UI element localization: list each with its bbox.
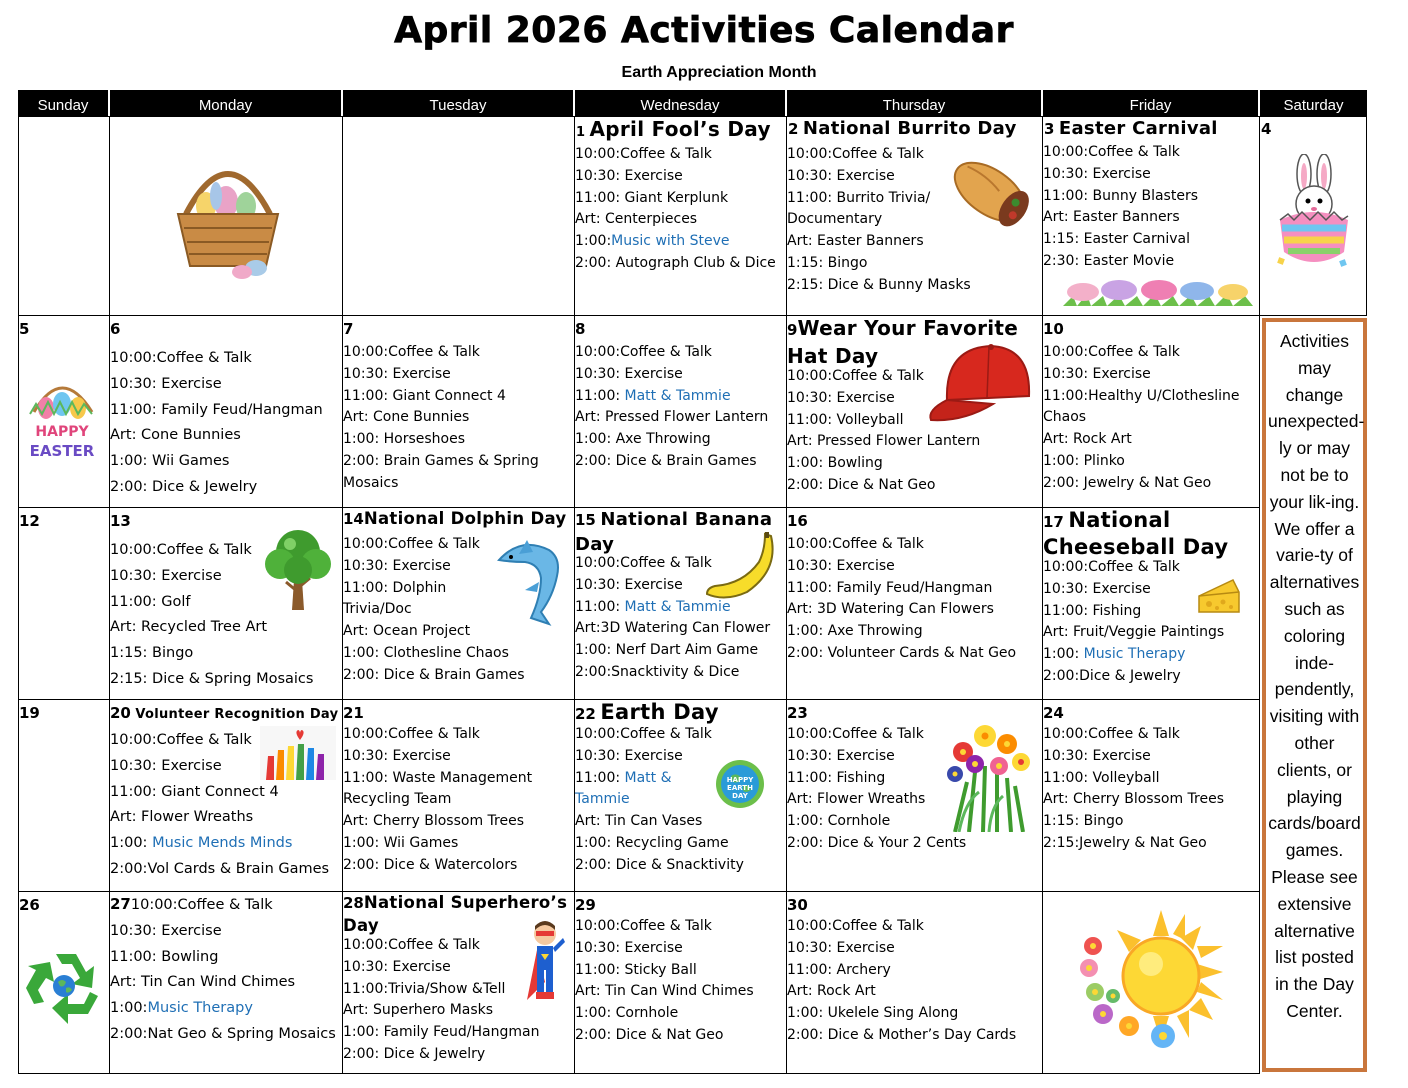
activity-time: 11:00: bbox=[575, 387, 625, 404]
activity-line bbox=[1043, 644, 1259, 666]
day-cell-apr4 bbox=[1260, 116, 1367, 316]
activity-line: 10:30: Exercise bbox=[343, 365, 451, 382]
burrito-icon bbox=[947, 152, 1033, 232]
day-number: 20 bbox=[110, 704, 131, 722]
activity-line: 10:30: Exercise bbox=[110, 567, 222, 584]
day-number: 14 bbox=[343, 510, 364, 528]
activity-line: 1:00: Wii Games bbox=[110, 453, 230, 470]
day-number: 3 bbox=[1044, 120, 1055, 138]
day-cell-apr12 bbox=[18, 508, 110, 700]
activity-line: 2:00: Dice & Brain Games bbox=[575, 452, 757, 469]
activity-text: 10:00:Coffee & Talk bbox=[130, 897, 273, 913]
activity-line: Art: Tin Can Wind Chimes bbox=[575, 983, 754, 1000]
activity-line: Art: Ocean Project bbox=[343, 623, 471, 640]
saturday-notice: Activities may change unexpected-ly or may not be to your lik-ing. We offer a varie-ty of alternatives such as coloring inde-pendently, visiting with other clients, or playing cards/board games. Please see extensive alternative list posted in the Day Center. bbox=[1262, 318, 1367, 1072]
svg-text:EASTER: EASTER bbox=[29, 442, 95, 460]
activity-line: 1:00: Cornhole bbox=[787, 813, 891, 830]
activity-line: Chaos bbox=[1043, 409, 1087, 426]
activity-line: Art: Rock Art bbox=[787, 983, 876, 1000]
activity-line: Art: Flower Wreaths bbox=[787, 791, 926, 808]
activity-line: 2:30: Easter Movie bbox=[1043, 252, 1175, 269]
header-monday: Monday bbox=[110, 90, 341, 116]
day-cell-apr17 bbox=[1043, 508, 1260, 700]
day-number: 2 bbox=[788, 120, 799, 138]
activity-line: 10:00:Coffee & Talk bbox=[343, 344, 480, 360]
activity-line: 10:30: Exercise bbox=[110, 757, 222, 774]
day-number: 24 bbox=[1043, 704, 1064, 722]
activity-line: 10:00:Coffee & Talk bbox=[787, 726, 924, 742]
activity-line: 2:00: Brain Games & Spring bbox=[343, 452, 539, 469]
activity-line: 11:00: Fishing bbox=[787, 769, 886, 786]
day-number: 29 bbox=[575, 896, 596, 914]
activity-line: 10:30: Exercise bbox=[787, 557, 895, 574]
activity-link[interactable]: Music with Steve bbox=[611, 233, 730, 250]
activity-line: 10:00:Coffee & Talk bbox=[787, 146, 924, 162]
activity-line: Art: Cherry Blossom Trees bbox=[1043, 791, 1225, 808]
day-cell-apr19 bbox=[18, 700, 110, 892]
day-cell-apr13 bbox=[110, 508, 343, 700]
activity-line: 1:00: Horseshoes bbox=[343, 431, 466, 448]
activity-line: 11:00: Giant Connect 4 bbox=[343, 387, 506, 404]
cell-empty-tuesday-week1 bbox=[343, 116, 575, 316]
event-title-line2: Hat Day bbox=[787, 344, 879, 368]
activity-line: 2:00: Dice & Nat Geo bbox=[575, 1026, 724, 1043]
day-cell-apr9 bbox=[787, 316, 1043, 508]
activity-line: 1:00: Wii Games bbox=[343, 834, 459, 851]
activity-time: 11:00: bbox=[575, 598, 625, 615]
event-title: National Banana bbox=[600, 509, 773, 530]
day-cell-apr1 bbox=[575, 116, 787, 316]
activity-line: 10:00:Coffee & Talk bbox=[343, 726, 480, 742]
event-title: Volunteer Recognition Day bbox=[135, 707, 339, 722]
day-number: 15 bbox=[575, 511, 596, 529]
day-cell-apr23 bbox=[787, 700, 1043, 892]
day-cell-apr14 bbox=[343, 508, 575, 700]
activity-line: Art: Rock Art bbox=[1043, 431, 1132, 448]
day-cell-apr27 bbox=[110, 892, 343, 1074]
activity-line: Art: Pressed Flower Lantern bbox=[787, 433, 981, 450]
activity-line: Art: 3D Watering Can Flowers bbox=[787, 601, 994, 618]
activity-line: 10:00:Coffee & Talk bbox=[575, 918, 712, 934]
activity-line: 11:00: Waste Management bbox=[343, 769, 533, 786]
activity-line: 2:00:Snacktivity & Dice bbox=[575, 663, 740, 680]
activity-line: 10:00:Coffee & Talk bbox=[1043, 344, 1180, 360]
activity-line: 10:30: Exercise bbox=[343, 958, 451, 975]
header-tuesday: Tuesday bbox=[343, 90, 573, 116]
activity-line bbox=[110, 996, 342, 1022]
activity-line: 11:00: Dolphin bbox=[343, 579, 447, 596]
day-number: 5 bbox=[19, 320, 30, 338]
activity-line: 11:00: Giant Connect 4 bbox=[110, 783, 279, 800]
page-subtitle: Earth Appreciation Month bbox=[621, 64, 817, 81]
event-title-line2: Day bbox=[343, 916, 379, 935]
activity-link[interactable]: Music Therapy bbox=[1083, 646, 1186, 663]
activity-line: 10:30: Exercise bbox=[787, 167, 895, 184]
activity-line: Art: Centerpieces bbox=[575, 211, 698, 228]
day-number: 13 bbox=[110, 512, 131, 530]
day-cell-apr29 bbox=[575, 892, 787, 1074]
activity-line: 10:00:Coffee & Talk bbox=[1043, 726, 1180, 742]
activity-line: 2:00: Dice & Nat Geo bbox=[787, 476, 936, 493]
flowers-icon bbox=[945, 722, 1033, 832]
activity-line: 1:15: Easter Carnival bbox=[1043, 231, 1191, 248]
activity-line: 2:00:Dice & Jewelry bbox=[1043, 667, 1181, 684]
activity-line: 10:00:Coffee & Talk bbox=[1043, 144, 1180, 160]
activity-line: Art: Cone Bunnies bbox=[343, 409, 470, 426]
activity-line: 10:00:Coffee & Talk bbox=[575, 146, 712, 162]
activity-line: 1:15: Bingo bbox=[110, 645, 194, 662]
happy-easter-icon bbox=[22, 368, 102, 466]
baseball-cap-icon bbox=[923, 338, 1039, 428]
activity-line: 10:00:Coffee & Talk bbox=[343, 937, 480, 953]
activity-line: 10:00:Coffee & Talk bbox=[343, 536, 480, 552]
svg-text:DAY: DAY bbox=[732, 792, 748, 800]
day-number: 17 bbox=[1043, 513, 1064, 531]
day-cell-apr10 bbox=[1043, 316, 1260, 508]
activity-line: 1:00: Nerf Dart Aim Game bbox=[575, 642, 759, 659]
activity-line: 10:00:Coffee & Talk bbox=[787, 918, 924, 934]
activity-line: 1:15: Bingo bbox=[787, 254, 868, 271]
activity-line: 10:30: Exercise bbox=[110, 375, 222, 392]
activity-line: Art: Easter Banners bbox=[787, 233, 924, 250]
earth-day-badge-icon bbox=[709, 758, 771, 810]
activity-link[interactable]: Music Therapy bbox=[147, 1000, 253, 1017]
day-cell-apr3 bbox=[1043, 116, 1260, 316]
day-number: 21 bbox=[343, 704, 364, 722]
activity-line: 10:00:Coffee & Talk bbox=[575, 726, 712, 742]
activity-line: 1:00: Cornhole bbox=[575, 1005, 679, 1022]
easter-egg-bunny-icon bbox=[1270, 154, 1360, 272]
activity-line: 2:00:Nat Geo & Spring Mosaics bbox=[110, 1025, 336, 1042]
event-title: Easter Carnival bbox=[1058, 118, 1218, 139]
activity-link[interactable]: Music Mends Minds bbox=[152, 835, 293, 852]
day-cell-apr8 bbox=[575, 316, 787, 508]
activity-line: 11:00: Family Feud/Hangman bbox=[787, 579, 993, 596]
activity-line: 10:00:Coffee & Talk bbox=[110, 350, 252, 366]
activity-line: 10:00:Coffee & Talk bbox=[575, 555, 712, 571]
activity-line: 10:30: Exercise bbox=[1043, 365, 1151, 382]
activity-line: 1:00: Recycling Game bbox=[575, 834, 729, 851]
day-number: 9 bbox=[787, 321, 798, 339]
activity-line: 10:00:Coffee & Talk bbox=[1043, 559, 1180, 575]
day-number: 23 bbox=[787, 704, 808, 722]
activity-line: 10:30: Exercise bbox=[1043, 580, 1151, 597]
header-saturday: Saturday bbox=[1260, 90, 1367, 116]
day-number: 16 bbox=[787, 512, 808, 530]
activity-line: 10:30: Exercise bbox=[787, 939, 895, 956]
day-cell-apr22 bbox=[575, 700, 787, 892]
header-thursday: Thursday bbox=[787, 90, 1041, 116]
activity-line: 11:00: Burrito Trivia/ bbox=[787, 189, 931, 206]
activity-line: 10:30: Exercise bbox=[575, 939, 683, 956]
activity-line: 1:00: Bowling bbox=[787, 455, 883, 472]
day-cell-apr2 bbox=[787, 116, 1043, 316]
event-title-line2: Day bbox=[575, 534, 615, 555]
activity-link[interactable]: Matt & Tammie bbox=[624, 387, 731, 404]
page-title: April 2026 Activities Calendar bbox=[394, 10, 1014, 51]
activity-line: 11:00: Sticky Ball bbox=[575, 961, 697, 978]
activity-line: 11:00:Healthy U/Clothesline bbox=[1043, 387, 1240, 404]
day-cell-apr21 bbox=[343, 700, 575, 892]
easter-basket-icon bbox=[168, 144, 288, 284]
day-number: 10 bbox=[1043, 320, 1064, 338]
day-number: 1 bbox=[576, 125, 586, 140]
activity-line: 10:30: Exercise bbox=[1043, 165, 1151, 182]
activity-line: 2:00: Jewelry & Nat Geo bbox=[1043, 474, 1212, 491]
activity-line: 10:00:Coffee & Talk bbox=[787, 368, 924, 384]
day-cell-apr7 bbox=[343, 316, 575, 508]
activity-line: 10:00:Coffee & Talk bbox=[787, 536, 924, 552]
activity-line: 11:00: Fishing bbox=[1043, 602, 1142, 619]
cheese-icon bbox=[1195, 576, 1243, 618]
day-number: 8 bbox=[575, 320, 586, 338]
day-cell-apr24 bbox=[1043, 700, 1260, 892]
sun-flowers-icon bbox=[1077, 906, 1227, 1056]
activity-line: 10:30: Exercise bbox=[575, 747, 683, 764]
event-title-line2: Cheeseball Day bbox=[1043, 535, 1229, 559]
activity-line: 10:30: Exercise bbox=[575, 576, 683, 593]
activity-line: 2:15: Dice & Spring Mosaics bbox=[110, 670, 314, 687]
activity-line: 2:00: Dice & Jewelry bbox=[343, 1045, 486, 1062]
day-number: 27 bbox=[110, 895, 131, 913]
activity-line: Art: Flower Wreaths bbox=[110, 809, 254, 826]
activity-line: Art: Tin Can Wind Chimes bbox=[110, 974, 296, 991]
activity-line: 10:30: Exercise bbox=[575, 365, 683, 382]
activity-line bbox=[110, 892, 342, 919]
cell-empty-friday-week5 bbox=[1043, 892, 1260, 1074]
activity-line: 10:30: Exercise bbox=[787, 747, 895, 764]
activity-time: 1:00: bbox=[1043, 646, 1084, 663]
day-number: 19 bbox=[19, 704, 40, 722]
banana-icon bbox=[703, 530, 779, 602]
activity-line: 1:00: Clothesline Chaos bbox=[343, 644, 509, 661]
activity-line: 1:00: Family Feud/Hangman bbox=[343, 1024, 540, 1041]
activity-line: 11:00: Archery bbox=[787, 961, 891, 978]
activity-line: 2:00:Vol Cards & Brain Games bbox=[110, 860, 330, 877]
activity-line: 2:15:Jewelry & Nat Geo bbox=[1043, 834, 1207, 851]
day-number: 4 bbox=[1261, 120, 1272, 138]
activity-line: 2:00: Volunteer Cards & Nat Geo bbox=[787, 644, 1017, 661]
activity-line: Documentary bbox=[787, 211, 883, 228]
activity-line: 11:00: Giant Kerplunk bbox=[575, 189, 729, 206]
activity-line: Recycling Team bbox=[343, 791, 452, 808]
day-number: 22 bbox=[575, 705, 596, 723]
activity-line: 1:00: Ukelele Sing Along bbox=[787, 1005, 959, 1022]
activity-link-continued[interactable]: Tammie bbox=[575, 791, 630, 808]
activity-line: 11:00: Volleyball bbox=[1043, 769, 1160, 786]
activity-time: 1:00: bbox=[110, 1000, 148, 1017]
activity-time: 1:00: bbox=[575, 233, 612, 250]
cell-empty-sunday-week1 bbox=[18, 116, 110, 316]
activity-line: Art: Tin Can Vases bbox=[575, 813, 703, 830]
day-number: 26 bbox=[19, 896, 40, 914]
activity-line: 11:00:Trivia/Show &Tell bbox=[343, 980, 506, 997]
activity-line: 1:00: Plinko bbox=[1043, 452, 1125, 469]
event-title: National Dolphin Day bbox=[363, 509, 567, 528]
activity-line: 10:30: Exercise bbox=[787, 389, 895, 406]
helping-hands-icon bbox=[260, 726, 336, 780]
activity-line: 2:00: Dice & Watercolors bbox=[343, 856, 518, 873]
svg-text:HAPPY: HAPPY bbox=[35, 424, 89, 440]
activity-line: Art: Superhero Masks bbox=[343, 1002, 494, 1019]
activity-line: Art:3D Watering Can Flower bbox=[575, 620, 771, 637]
activity-line: 1:15: Bingo bbox=[1043, 813, 1124, 830]
activity-time: 11:00: bbox=[575, 769, 625, 786]
activity-line: 2:15: Dice & Bunny Masks bbox=[787, 276, 971, 293]
header-sunday: Sunday bbox=[18, 90, 108, 116]
event-title: April Fool’s Day bbox=[589, 117, 771, 141]
activity-line: 10:00:Coffee & Talk bbox=[110, 542, 252, 558]
activity-line: 11:00: Volleyball bbox=[787, 411, 904, 428]
activity-line: 11:00: Bunny Blasters bbox=[1043, 187, 1198, 204]
activity-line: Art: Pressed Flower Lantern bbox=[575, 409, 769, 426]
activity-line: Art: Cone Bunnies bbox=[110, 427, 241, 444]
day-cell-apr5 bbox=[18, 316, 110, 508]
activity-line: 2:00: Dice & Snacktivity bbox=[575, 856, 744, 873]
header-wednesday: Wednesday bbox=[575, 90, 785, 116]
activity-line: 10:00:Coffee & Talk bbox=[575, 344, 712, 360]
day-cell-apr15 bbox=[575, 508, 787, 700]
cell-empty-monday-week1 bbox=[110, 116, 343, 316]
event-title: Earth Day bbox=[600, 700, 719, 724]
activity-line: 11:00: Golf bbox=[110, 593, 191, 610]
activity-link[interactable]: Matt & bbox=[624, 769, 672, 786]
activity-line: 2:00: Dice & Your 2 Cents bbox=[787, 834, 967, 851]
day-cell-apr30 bbox=[787, 892, 1043, 1074]
day-cell-apr20 bbox=[110, 700, 343, 892]
day-cell-apr28 bbox=[343, 892, 575, 1074]
day-cell-apr16 bbox=[787, 508, 1043, 700]
activity-line: 2:00: Dice & Brain Games bbox=[343, 666, 525, 683]
activity-line: 2:00: Dice & Jewelry bbox=[110, 478, 258, 495]
activity-line: 11:00: Bowling bbox=[110, 948, 219, 965]
activity-line: Mosaics bbox=[343, 474, 399, 491]
activity-line: Art: Recycled Tree Art bbox=[110, 619, 268, 636]
activity-line: 10:30: Exercise bbox=[343, 557, 451, 574]
activity-line bbox=[575, 231, 786, 253]
superhero-icon bbox=[523, 920, 569, 1012]
tree-icon bbox=[262, 522, 334, 614]
activity-line: 10:30: Exercise bbox=[575, 167, 683, 184]
day-number: 28 bbox=[343, 894, 364, 912]
dolphin-icon bbox=[491, 532, 565, 628]
activity-line bbox=[110, 831, 342, 857]
activity-link[interactable]: Matt & Tammie bbox=[624, 598, 731, 615]
activity-line: Art: Easter Banners bbox=[1043, 209, 1180, 226]
day-number: 6 bbox=[110, 320, 121, 338]
activity-line: 10:30: Exercise bbox=[343, 747, 451, 764]
activity-line: 2:00: Dice & Mother’s Day Cards bbox=[787, 1026, 1017, 1043]
svg-text:EARTH: EARTH bbox=[727, 784, 753, 792]
activity-line: 10:30: Exercise bbox=[110, 922, 222, 939]
svg-text:HAPPY: HAPPY bbox=[726, 776, 754, 784]
recycle-icon bbox=[26, 948, 106, 1024]
activity-line: 2:00: Autograph Club & Dice bbox=[575, 254, 776, 271]
event-title: National Burrito Day bbox=[802, 118, 1017, 139]
event-title: Wear Your Favorite bbox=[797, 316, 1019, 340]
day-cell-apr6 bbox=[110, 316, 343, 508]
event-title: National bbox=[1068, 508, 1171, 532]
easter-eggs-grass-icon bbox=[1063, 276, 1253, 308]
activity-line bbox=[575, 386, 786, 408]
event-title: National Superhero’s bbox=[363, 893, 568, 912]
activity-line: 10:00:Coffee & Talk bbox=[110, 732, 252, 748]
day-number: 30 bbox=[787, 896, 808, 914]
activity-line: 1:00: Axe Throwing bbox=[787, 623, 923, 640]
activity-line: Art: Fruit/Veggie Paintings bbox=[1043, 624, 1225, 641]
activity-time: 1:00: bbox=[110, 835, 153, 852]
day-number: 7 bbox=[343, 320, 354, 338]
activity-line: 1:00: Axe Throwing bbox=[575, 431, 711, 448]
activity-line: Art: Cherry Blossom Trees bbox=[343, 813, 525, 830]
activity-line: Trivia/Doc bbox=[343, 601, 412, 618]
day-number: 12 bbox=[19, 512, 40, 530]
activity-line: 11:00: Family Feud/Hangman bbox=[110, 401, 323, 418]
header-friday: Friday bbox=[1043, 90, 1258, 116]
day-cell-apr26 bbox=[18, 892, 110, 1074]
activity-line: 10:30: Exercise bbox=[1043, 747, 1151, 764]
